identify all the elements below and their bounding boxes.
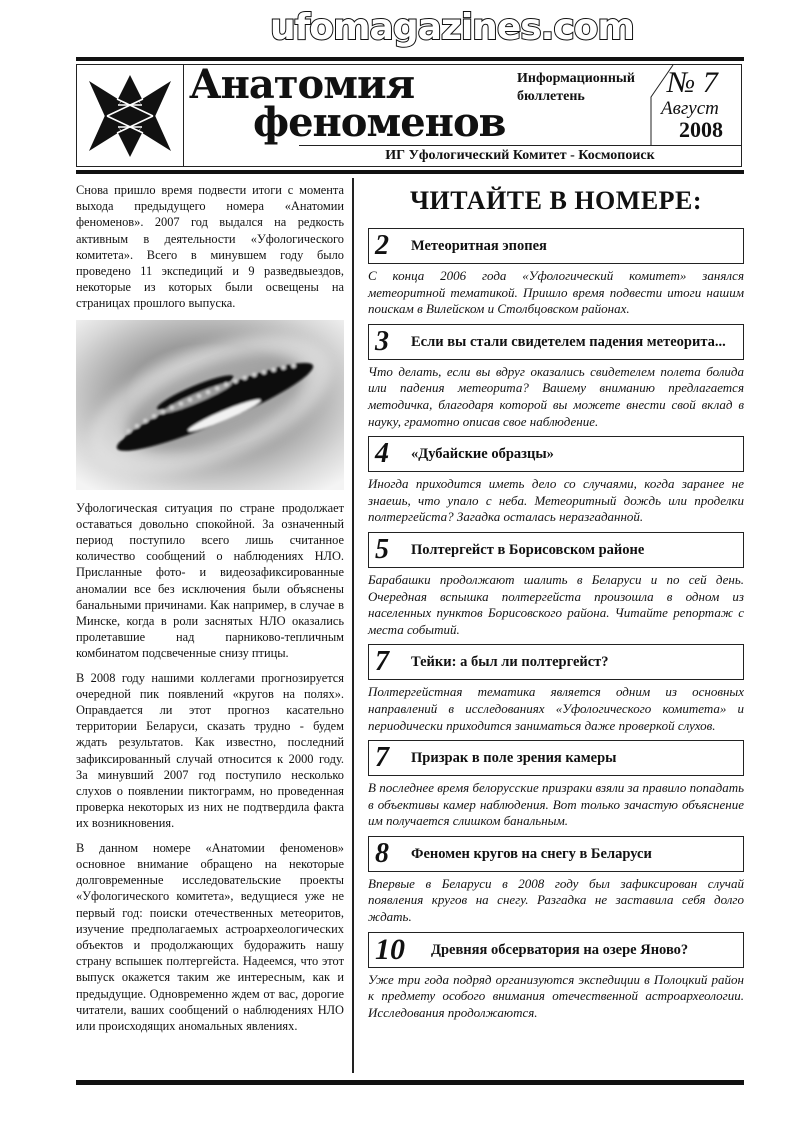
toc-description: С конца 2006 года «Уфологический комитет» занялся метеоритной тематикой. Пришло время подвести итоги нашим поискам в Вилейском и Столбцовском районах. xyxy=(368,268,744,317)
bottom-rule xyxy=(76,1080,744,1085)
toc-title[interactable]: Тейки: а был ли полтергейст? xyxy=(411,654,609,671)
toc-description: Барабашки продолжают шалить в Беларуси и по сей день. Очередная вспышка полтергейста произошла в одном из населенных пунктов Борисовского района. Читайте репортаж с места событий. xyxy=(368,571,744,637)
toc-item-header[interactable] xyxy=(368,324,744,360)
editorial-paragraph: Снова пришло время подвести итоги с момента выхода предыдущего номера «Анатомии феноменов». 2007 год выдался на редкость активным в деятельности «Уфологического комитета». Всего в минувшем году было проведено 11 экспедиций и 9 разведвыездов, некоторые из которых были освещены на страницах прошлого выпуска. xyxy=(76,183,344,311)
watermark: ufomagazines.com xyxy=(270,7,634,48)
editorial-paragraph: Уфологическая ситуация по стране продолжает оставаться довольно спокойной. За означенный период поступило всего лишь считанное количество сообщений о наблюдениях НЛО. Присланные фото- и видеозафиксированные аномалии все без исключения были объяснены банальными причинами. Как например, в случае в Минске, когда в роли заснятых НЛО оказались пролетавшие над парниково-тепличным комбинатом подсвеченные снизу птицы. xyxy=(76,500,344,661)
toc-item-header[interactable] xyxy=(368,932,744,968)
toc-page-number: 2 xyxy=(375,230,389,261)
toc-page-number: 5 xyxy=(375,533,389,565)
organization-name: ИГ Уфологический Комитет - Космопоиск xyxy=(385,148,655,163)
toc-description: Впервые в Беларуси в 2008 году был зафиксирован случай появления кругов на снегу. Разгадка не заставила себя долго ждать. xyxy=(368,875,744,925)
toc-title[interactable]: Полтергейст в Борисовском районе xyxy=(411,541,645,558)
issue-info xyxy=(649,65,741,142)
toc-item[interactable] xyxy=(368,228,744,318)
toc-page-number: 10 xyxy=(375,932,405,966)
toc-description: В последнее время белорусские призраки взяли за правило попадать в объективы камер наблюдения. Вот только зачастую объяснение им получается слишком банальным. xyxy=(368,780,744,829)
toc-title[interactable]: Древняя обсерватория на озере Яново? xyxy=(431,941,689,958)
column-divider xyxy=(352,178,354,1073)
masthead-title-line2: феноменов xyxy=(253,99,506,146)
toc-page-number: 7 xyxy=(375,646,389,678)
toc-title[interactable]: Феномен кругов на снегу в Беларуси xyxy=(411,845,652,862)
contents-heading: ЧИТАЙТЕ В НОМЕРЕ: xyxy=(409,186,703,215)
masthead-title-line1: Анатомия xyxy=(189,61,415,108)
toc-item-header[interactable] xyxy=(368,436,744,472)
toc-item[interactable] xyxy=(368,436,744,526)
toc-description: Что делать, если вы вдруг оказались свидетелем полета болида или падения метеорита? Вашему вниманию предлагается методичка, благодаря которой вы можете внести свой вклад в науку, грамотно описав свое наблюдение. xyxy=(368,363,744,429)
issue-month: Август xyxy=(661,98,719,119)
editorial-paragraph: В 2008 году нашими коллегами прогнозируется очередной пик появлений «кругов на полях». Оправдается ли этот прогноз касательно территории Беларуси, сказать трудно - будем ждать результатов. Как известно, последний зафиксированный случай относится к 2000 году. За минувший 2007 год поступило несколько слухов о появлении пиктограмм, но проведенная проверка некоторых из них не подтвердила факта их возникновения. xyxy=(76,670,344,831)
toc-item[interactable] xyxy=(368,532,744,638)
editorial-column xyxy=(76,182,344,1042)
issue-number: № 7 xyxy=(667,66,718,99)
toc-item-header[interactable] xyxy=(368,532,744,568)
toc-item-header[interactable] xyxy=(368,740,744,776)
contents-column xyxy=(368,186,744,1027)
toc-title[interactable]: Если вы стали свидетелем падения метеорита... xyxy=(411,333,726,350)
toc-title[interactable]: «Дубайские образцы» xyxy=(411,446,554,463)
toc-item-header[interactable] xyxy=(368,836,744,872)
toc-item-header[interactable] xyxy=(368,644,744,680)
star-logo-icon xyxy=(85,71,175,161)
toc-title[interactable]: Призрак в поле зрения камеры xyxy=(411,750,617,767)
masthead xyxy=(76,61,742,167)
toc-page-number: 3 xyxy=(375,325,389,357)
toc-description: Уже три года подряд организуются экспедиции в Полоцкий район к предмету особого внимания отечественной астроархеологии. Исследования продолжаются. xyxy=(368,971,744,1020)
editorial-paragraph: В данном номере «Анатомии феноменов» основное внимание обращено на некоторые долговременные исследовательские проекты «Уфологического комитета», ведущиеся уже не первый год: поиски отечественных метеоритов, изучение предполагаемых астроархеологических объектов и продолжающих будоражить нашу страну вспышек полтергейста. Надеемся, что этот выпуск окажется таким же интересным, как и предыдущие. Одновременно ждем от вас, дорогие читатели, ваших сообщений о наблюдениях НЛО или происходящих аномальных явлениях. xyxy=(76,840,344,1033)
logo-cell xyxy=(77,65,184,166)
organization-strip xyxy=(299,145,741,167)
toc-item[interactable] xyxy=(368,740,744,830)
toc-page-number: 8 xyxy=(375,837,389,869)
toc-page-number: 4 xyxy=(375,438,389,470)
toc-item[interactable] xyxy=(368,836,744,926)
header-bottom-rule xyxy=(76,170,744,174)
ufo-saucer-photo xyxy=(76,320,344,490)
toc-page-number: 7 xyxy=(375,742,389,774)
masthead-subtitle-line1: Информационный xyxy=(517,71,635,86)
toc-description: Полтергейстная тематика является одним из основных направлений в исследованиях «Уфологического комитета» и периодически приходится заниматься даже проверкой слухов. xyxy=(368,684,744,733)
toc-item[interactable] xyxy=(368,324,744,430)
issue-year: 2008 xyxy=(679,117,723,142)
toc-item-header[interactable] xyxy=(368,228,744,264)
toc-item[interactable] xyxy=(368,932,744,1022)
toc-item[interactable] xyxy=(368,644,744,734)
masthead-subtitle-line2: бюллетень xyxy=(517,89,585,104)
toc-description: Иногда приходится иметь дело со случаями, когда заранее не знаешь, что упало с неба. Метеоритный дождь или проделки полтергейста? Загадка осталась неразгаданной. xyxy=(368,476,744,525)
toc-title[interactable]: Метеоритная эпопея xyxy=(411,238,547,254)
